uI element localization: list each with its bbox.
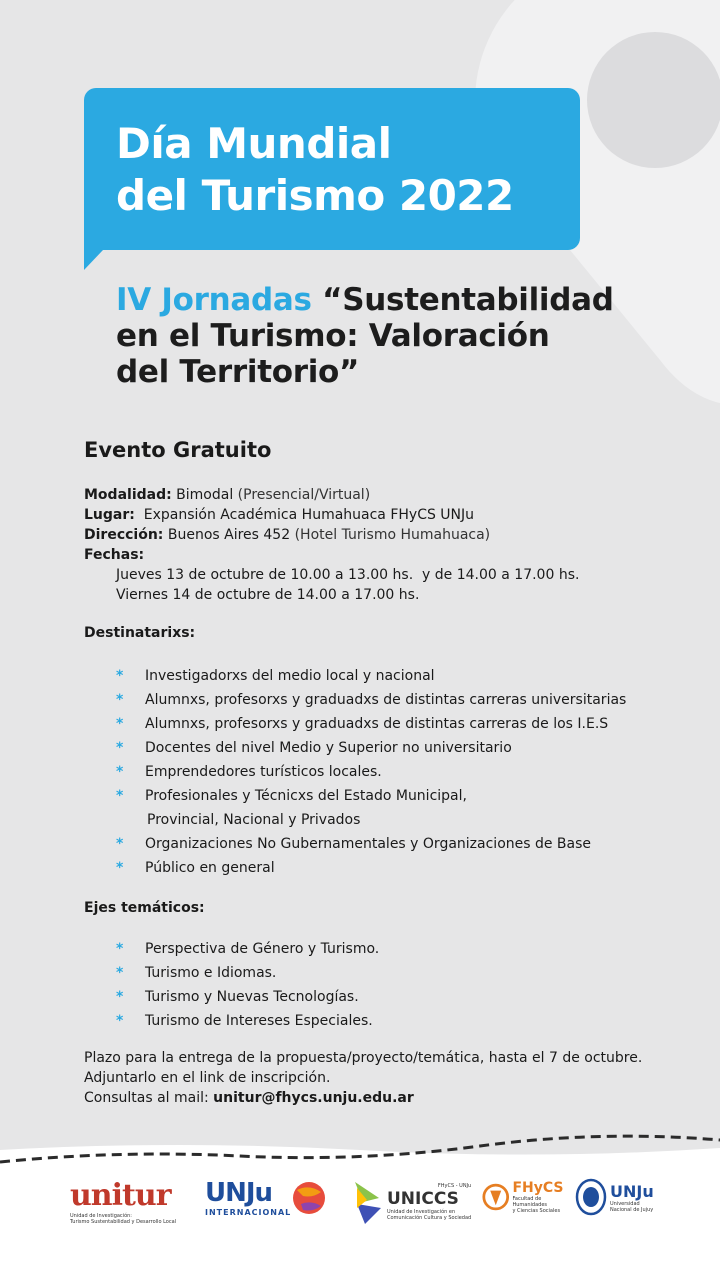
event-info [84,485,704,605]
list-item-text-cont: Provincial, Nacional y Privados [147,812,361,828]
unitur-wordmark: unitur [70,1178,171,1213]
uniccs-arrow-icon [353,1178,383,1226]
modalidad-row [84,485,704,505]
fhycs-sub-2: y Ciencias Sociales [512,1208,561,1214]
list-item-text: Investigadorxs del medio local y nacional [145,668,435,684]
fhycs-emblem-icon [482,1178,509,1216]
fecha-1: Jueves 13 de octubre de 10.00 a 13.00 hs. y de 14.00 a 17.00 hs. [116,567,580,583]
globe-icon [291,1180,327,1216]
fhycs-sub-1: Facultad de Humanidades [512,1196,547,1208]
list-item-text: Público en general [145,860,275,876]
title-banner [84,88,580,250]
unitur-sub-1: Unidad de Investigación: [70,1213,132,1219]
ejes-heading: Ejes temáticos: [84,900,205,916]
fhycs-logo [482,1178,572,1238]
bullet-star-icon: * [116,764,124,780]
subtitle-line-2: en el Turismo: Valoración [116,318,550,354]
contact-label: Consultas al mail: [84,1090,214,1106]
modalidad-extra: (Presencial/Virtual) [237,487,371,503]
list-item [116,760,696,784]
unju-seal-icon [575,1178,607,1216]
list-item-text: Turismo y Nuevas Tecnologías. [145,989,359,1005]
list-item-text: Turismo de Intereses Especiales. [145,1013,373,1029]
modalidad-label: Modalidad: [84,487,172,503]
destinatarios-list [116,664,696,880]
fechas-label: Fechas: [84,547,145,563]
fhycs-wordmark: FHyCS [512,1180,564,1196]
unju-sub-1: Universidad [610,1200,640,1207]
sponsor-logos [60,1178,680,1238]
list-item-text: Perspectiva de Género y Turismo. [145,941,380,957]
speech-bubble-tail [84,230,124,272]
list-item [116,688,696,712]
lugar-label: Lugar: [84,507,135,523]
list-item-text: Turismo e Idiomas. [145,965,277,981]
unju-int-sub: INTERNACIONAL [205,1208,292,1217]
list-item [116,712,696,736]
bullet-star-icon: * [116,860,124,876]
list-item-text: Docentes del nivel Medio y Superior no universitario [145,740,512,756]
uniccs-wordmark: UNICCS [387,1189,459,1209]
bullet-star-icon: * [116,836,124,852]
list-item [116,784,696,832]
list-item [116,736,696,760]
bullet-star-icon: * [116,716,124,732]
title-line-1: Día Mundial [116,119,392,168]
deadline-text: Plazo para la entrega de la propuesta/proyecto/temática, hasta el 7 de octubre. [84,1050,643,1066]
subtitle-highlight: IV Jornadas [116,282,312,318]
lugar-row [84,505,704,525]
event-subtitle [116,282,614,390]
uniccs-top: FHyCS - UNJu [437,1183,472,1189]
direccion-label: Dirección: [84,527,164,543]
list-item [116,832,696,856]
contact-email-link[interactable]: unitur@fhycs.unju.edu.ar [213,1090,414,1106]
fechas-row [84,545,704,565]
contact-row [84,1088,704,1108]
list-item [116,937,696,961]
list-item-text: Alumnxs, profesorxs y graduadxs de distintas carreras universitarias [145,692,627,708]
direccion-value: Buenos Aires 452 [163,527,295,543]
event-free-heading: Evento Gratuito [84,438,272,462]
bullet-star-icon: * [116,1013,124,1029]
attach-text: Adjuntarlo en el link de inscripción. [84,1070,331,1086]
list-item [116,1009,696,1033]
ejes-list [116,937,696,1033]
unju-sub-2: Nacional de Jujuy [610,1206,654,1213]
unitur-logo [70,1178,195,1238]
bullet-star-icon: * [116,668,124,684]
list-item-text: Profesionales y Técnicxs del Estado Municipal, [145,788,467,804]
unju-logo [575,1178,675,1238]
bullet-star-icon: * [116,941,124,957]
subtitle-line-3: del Territorio” [116,354,360,390]
unju-int-wordmark: UNJu [205,1178,273,1208]
bullet-star-icon: * [116,788,124,804]
direccion-extra: (Hotel Turismo Humahuaca) [294,527,491,543]
list-item [116,961,696,985]
bullet-star-icon: * [116,692,124,708]
lugar-value: Expansión Académica Humahuaca FHyCS UNJu [134,507,475,523]
bullet-star-icon: * [116,740,124,756]
unitur-sub-2: Turismo Sustentabilidad y Desarrollo Local [70,1219,177,1225]
list-item-text: Alumnxs, profesorxs y graduadxs de distintas carreras de los I.E.S [145,716,609,732]
unju-wordmark: UNJu [610,1181,654,1201]
subtitle-line-1: “Sustentabilidad [311,282,614,318]
modalidad-value: Bimodal [171,487,238,503]
uniccs-logo [353,1178,473,1238]
unju-internacional-logo [205,1178,355,1238]
direccion-row [84,525,704,545]
uniccs-sub-2: Comunicación Cultura y Sociedad [387,1215,472,1221]
closing-info [84,1048,704,1108]
page-title [116,118,514,222]
destinatarios-heading: Destinatarixs: [84,625,196,641]
list-item [116,856,696,880]
bullet-star-icon: * [116,989,124,1005]
list-item [116,985,696,1009]
list-item [116,664,696,688]
title-line-2: del Turismo 2022 [116,171,514,220]
list-item-text: Emprendedores turísticos locales. [145,764,382,780]
list-item-text: Organizaciones No Gubernamentales y Organizaciones de Base [145,836,592,852]
fecha-2: Viernes 14 de octubre de 14.00 a 17.00 hs. [116,587,420,603]
bullet-star-icon: * [116,965,124,981]
uniccs-sub-1: Unidad de Investigación en [387,1209,456,1215]
